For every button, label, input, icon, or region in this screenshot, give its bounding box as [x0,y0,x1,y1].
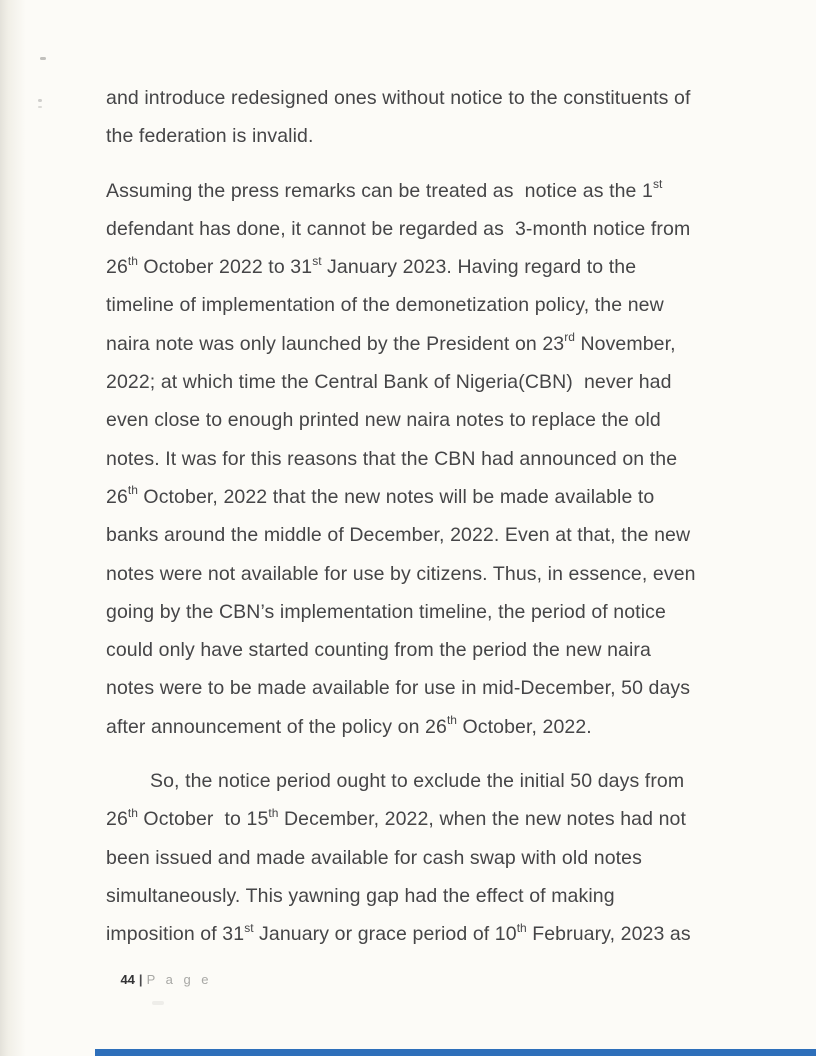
text-line: even close to enough printed new naira notes to replace the old [106,409,661,432]
paragraph [106,79,768,156]
ordinal-superscript: rd [564,330,575,345]
paragraph [106,762,768,953]
ordinal-superscript: st [652,177,663,192]
bottom-blue-bar [95,1049,816,1056]
scan-edge-shadow [0,0,26,1056]
scan-speck [38,106,42,108]
text-line: banks around the middle of December, 2022. Even at that, the new [106,524,691,547]
ordinal-superscript: th [127,805,138,820]
text-line: 26th October 2022 to 31st January 2023. Having regard to the [106,253,637,279]
footer-label: P a g e [146,972,213,987]
text-line: notes were to be made available for use in mid-December, 50 days [106,677,691,700]
text-line: could only have started counting from the period the new naira [106,639,651,662]
ordinal-superscript: st [312,253,322,268]
ordinal-superscript: th [446,713,457,728]
text-line: imposition of 31st January or grace period of 10th February, 2023 as [106,920,691,946]
text-line: going by the CBN’s implementation timeline, the period of notice [106,600,666,623]
scan-speck [40,57,46,60]
page-number: 44 [120,972,135,987]
ordinal-superscript: th [127,253,138,268]
text-line: So, the notice period ought to exclude the initial 50 days from [150,770,685,793]
text-line: notes. It was for this reasons that the CBN had announced on the [106,447,678,470]
text-line: notes were not available for use by citizens. Thus, in essence, even [106,562,696,585]
ordinal-superscript: th [127,483,138,498]
text-line: 26th October to 15th December, 2022, when the new notes had not [106,805,686,831]
text-line: and introduce redesigned ones without notice to the constituents of [106,87,691,109]
page-footer [106,957,212,1002]
text-line: been issued and made available for cash swap with old notes [106,846,642,869]
text-line: timeline of implementation of the demonetization policy, the new [106,294,664,317]
text-line: the federation is invalid. [106,125,314,148]
ordinal-superscript: th [516,920,527,935]
ordinal-superscript: th [268,805,279,820]
text-line: simultaneously. This yawning gap had the effect of making [106,884,615,907]
text-line: 26th October, 2022 that the new notes will be made available to [106,483,655,508]
paragraph [106,172,768,746]
body-text [106,79,768,954]
footer-separator: | [138,972,143,987]
text-line: Assuming the press remarks can be treated as notice as the 1st [106,177,663,202]
text-line: defendant has done, it cannot be regarded as 3-month notice from [106,217,691,240]
ordinal-superscript: st [244,920,254,935]
scan-speck [38,99,42,102]
text-line: 2022; at which time the Central Bank of Nigeria(CBN) never had [106,371,672,394]
text-line: after announcement of the policy on 26th October, 2022. [106,713,592,738]
text-line: naira note was only launched by the President on 23rd November, [106,330,676,355]
